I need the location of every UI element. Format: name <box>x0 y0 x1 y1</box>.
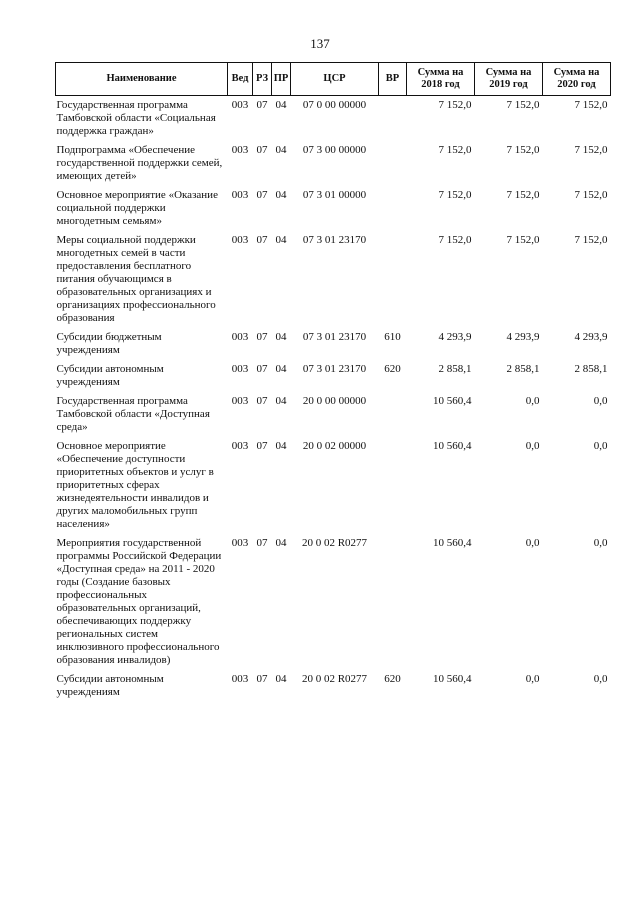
row-csr: 20 0 02 00000 <box>302 440 367 452</box>
header-vr: ВР <box>379 63 407 96</box>
row-vr <box>379 392 407 437</box>
row-csr: 07 3 01 23170 <box>302 331 367 343</box>
budget-table <box>55 62 611 702</box>
row-ved: 003 <box>231 363 249 375</box>
row-pr: 04 <box>275 189 287 201</box>
row-ved: 003 <box>231 99 249 111</box>
table-row <box>56 96 611 142</box>
row-sum-2018: 2 858,1 <box>438 363 472 375</box>
row-sum-2019: 7 152,0 <box>506 99 540 111</box>
row-csr: 20 0 00 00000 <box>302 395 367 407</box>
row-pr: 04 <box>275 537 287 549</box>
header-csr: ЦСР <box>291 63 379 96</box>
table-body <box>56 96 611 703</box>
row-csr: 07 0 00 00000 <box>302 99 367 111</box>
row-ved: 003 <box>231 331 249 343</box>
row-name: Основное мероприятие «Оказание социальной поддержки многодетным семьям» <box>56 189 218 227</box>
row-rz: 07 <box>256 189 268 201</box>
row-sum-2018: 7 152,0 <box>438 144 472 156</box>
row-sum-2019: 0,0 <box>525 440 540 452</box>
row-name: Субсидии автономным учреждениям <box>56 363 164 388</box>
row-sum-2020: 0,0 <box>593 537 608 549</box>
row-rz: 07 <box>256 331 268 343</box>
row-sum-2020: 7 152,0 <box>574 99 608 111</box>
row-csr: 07 3 01 00000 <box>302 189 367 201</box>
table-row <box>56 670 611 702</box>
row-csr: 07 3 00 00000 <box>302 144 367 156</box>
row-sum-2019: 4 293,9 <box>506 331 540 343</box>
row-csr: 07 3 01 23170 <box>302 234 367 246</box>
row-sum-2019: 7 152,0 <box>506 234 540 246</box>
row-sum-2019: 0,0 <box>525 673 540 685</box>
row-sum-2018: 10 560,4 <box>433 537 472 549</box>
page-number: 137 <box>310 36 330 51</box>
row-sum-2019: 7 152,0 <box>506 189 540 201</box>
header-sum-2020: Сумма на 2020 год <box>543 63 611 96</box>
row-name: Субсидии бюджетным учреждениям <box>56 331 162 356</box>
row-rz: 07 <box>256 440 268 452</box>
row-pr: 04 <box>275 99 287 111</box>
row-name: Меры социальной поддержки многодетных семей в части предоставления бесплатного питания обучающимся в образовательных организациях и организациях профессионального образования <box>56 234 216 324</box>
row-ved: 003 <box>231 144 249 156</box>
header-name: Наименование <box>56 63 228 96</box>
row-vr <box>379 96 407 142</box>
table-row <box>56 186 611 231</box>
row-sum-2020: 7 152,0 <box>574 189 608 201</box>
row-pr: 04 <box>275 673 287 685</box>
row-sum-2019: 7 152,0 <box>506 144 540 156</box>
row-pr: 04 <box>275 331 287 343</box>
row-name: Государственная программа Тамбовской области «Доступная среда» <box>56 395 210 433</box>
row-ved: 003 <box>231 234 249 246</box>
row-rz: 07 <box>256 99 268 111</box>
table-row <box>56 231 611 328</box>
row-rz: 07 <box>256 537 268 549</box>
row-vr <box>379 534 407 670</box>
row-sum-2018: 4 293,9 <box>438 331 472 343</box>
row-name: Подпрограмма «Обеспечение государственной поддержки семей, имеющих детей» <box>56 144 223 182</box>
row-vr: 620 <box>384 363 401 375</box>
row-sum-2020: 0,0 <box>593 673 608 685</box>
row-csr: 07 3 01 23170 <box>302 363 367 375</box>
row-ved: 003 <box>231 440 249 452</box>
row-rz: 07 <box>256 673 268 685</box>
table-row <box>56 534 611 670</box>
row-vr <box>379 437 407 534</box>
header-sum-2018: Сумма на 2018 год <box>407 63 475 96</box>
row-vr <box>379 186 407 231</box>
row-ved: 003 <box>231 537 249 549</box>
row-vr <box>379 231 407 328</box>
table-row <box>56 360 611 392</box>
table-row <box>56 328 611 360</box>
row-rz: 07 <box>256 363 268 375</box>
row-name: Основное мероприятие «Обеспечение доступности приоритетных объектов и услуг в приоритетных сферах жизнедеятельности инвалидов и других маломобильных групп населения» <box>56 440 214 530</box>
row-pr: 04 <box>275 363 287 375</box>
row-sum-2020: 4 293,9 <box>574 331 608 343</box>
row-vr: 610 <box>384 331 401 343</box>
row-pr: 04 <box>275 234 287 246</box>
row-pr: 04 <box>275 395 287 407</box>
row-name: Мероприятия государственной программы Российской Федерации «Доступная среда» на 2011 - 2020 годы (Создание базовых профессиональных образовательных организаций, обеспечивающих поддержку региональных систем инклюзивного профессионального образования инвалидов) <box>56 537 222 666</box>
row-vr <box>379 141 407 186</box>
row-sum-2020: 2 858,1 <box>574 363 608 375</box>
row-sum-2018: 7 152,0 <box>438 234 472 246</box>
row-pr: 04 <box>275 440 287 452</box>
header-pr: ПР <box>272 63 291 96</box>
row-ved: 003 <box>231 189 249 201</box>
row-csr: 20 0 02 R0277 <box>301 537 368 549</box>
row-vr: 620 <box>384 673 401 685</box>
row-sum-2020: 7 152,0 <box>574 144 608 156</box>
header-ved: Вед <box>228 63 253 96</box>
header-sum-2019: Сумма на 2019 год <box>475 63 543 96</box>
row-pr: 04 <box>275 144 287 156</box>
table-row <box>56 437 611 534</box>
row-sum-2020: 7 152,0 <box>574 234 608 246</box>
row-ved: 003 <box>231 395 249 407</box>
row-rz: 07 <box>256 144 268 156</box>
row-sum-2019: 2 858,1 <box>506 363 540 375</box>
row-ved: 003 <box>231 673 249 685</box>
row-sum-2019: 0,0 <box>525 537 540 549</box>
table-header-row <box>56 63 611 96</box>
row-rz: 07 <box>256 234 268 246</box>
table-row <box>56 141 611 186</box>
row-sum-2019: 0,0 <box>525 395 540 407</box>
table-row <box>56 392 611 437</box>
row-sum-2020: 0,0 <box>593 395 608 407</box>
row-sum-2018: 7 152,0 <box>438 99 472 111</box>
header-rz: РЗ <box>253 63 272 96</box>
row-sum-2018: 10 560,4 <box>433 395 472 407</box>
row-sum-2018: 10 560,4 <box>433 673 472 685</box>
row-sum-2018: 10 560,4 <box>433 440 472 452</box>
row-name: Субсидии автономным учреждениям <box>56 673 164 698</box>
row-csr: 20 0 02 R0277 <box>301 673 368 685</box>
row-sum-2020: 0,0 <box>593 440 608 452</box>
row-rz: 07 <box>256 395 268 407</box>
row-sum-2018: 7 152,0 <box>438 189 472 201</box>
row-name: Государственная программа Тамбовской области «Социальная поддержка граждан» <box>56 99 216 137</box>
